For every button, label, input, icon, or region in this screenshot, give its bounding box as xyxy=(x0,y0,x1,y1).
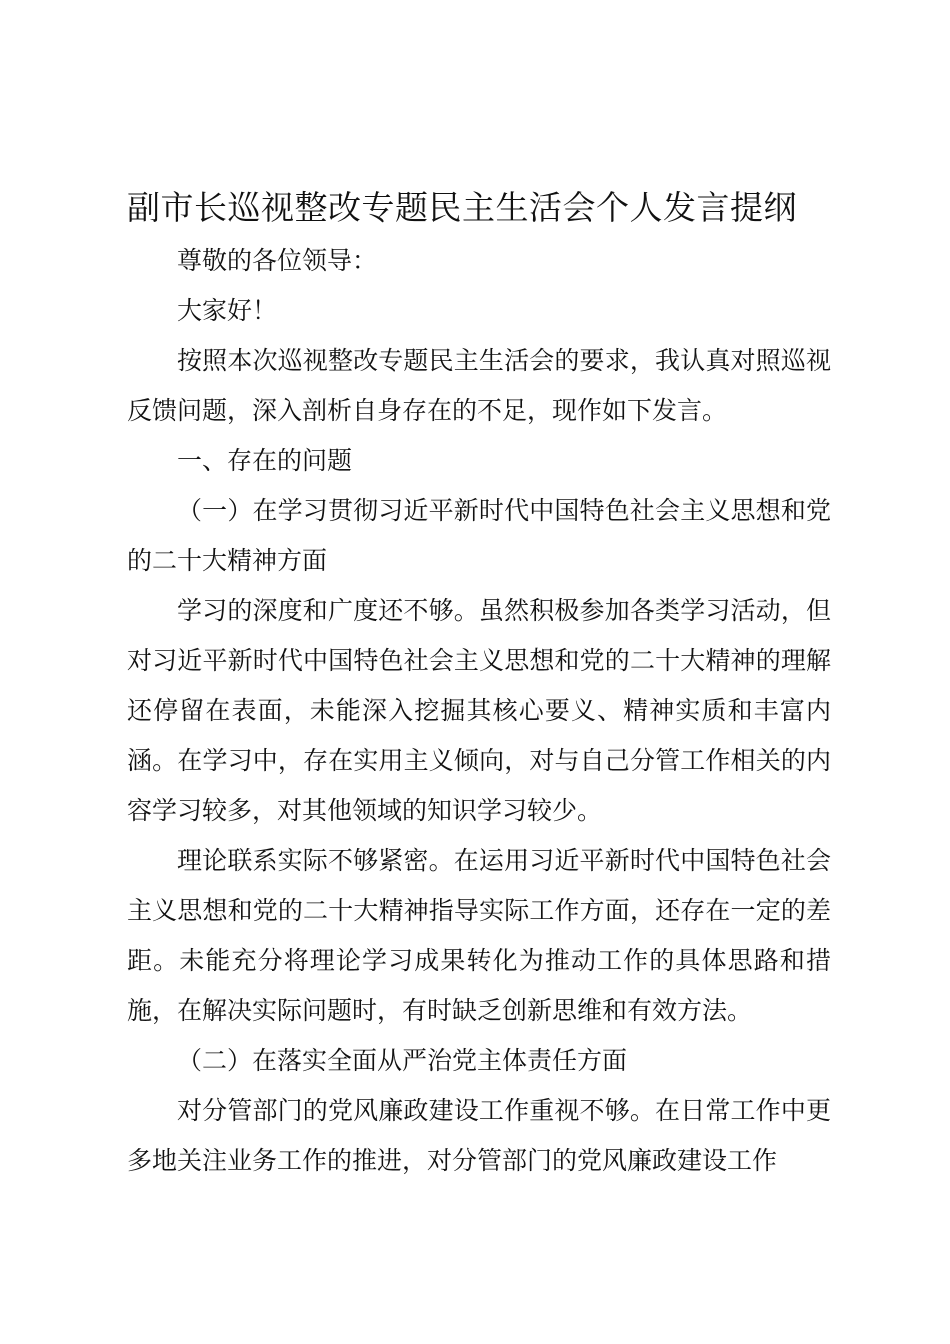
body-paragraph-2: 理论联系实际不够紧密。在运用习近平新时代中国特色社会主义思想和党的二十大精神指导实际工作方面，还存在一定的差距。未能充分将理论学习成果转化为推动工作的具体思路和措施，在解决实际问题时，有时缺乏创新思维和有效方法。 xyxy=(127,846,831,1025)
section-heading-1: 一、存在的问题 xyxy=(177,446,353,475)
intro-paragraph: 按照本次巡视整改专题民主生活会的要求，我认真对照巡视反馈问题，深入剖析自身存在的不足，现作如下发言。 xyxy=(127,346,831,425)
document-body xyxy=(127,180,831,1186)
document-title: 副市长巡视整改专题民主生活会个人发言提纲 xyxy=(127,188,797,227)
greeting: 大家好！ xyxy=(177,296,278,325)
body-paragraph-1: 学习的深度和广度还不够。虽然积极参加各类学习活动，但对习近平新时代中国特色社会主义思想和党的二十大精神的理解还停留在表面，未能深入挖掘其核心要义、精神实质和丰富内涵。在学习中，存在实用主义倾向，对与自己分管工作相关的内容学习较多，对其他领域的知识学习较少。 xyxy=(127,596,831,825)
subsection-heading-2: （二）在落实全面从严治党主体责任方面 xyxy=(177,1046,628,1075)
subsection-heading-1: （一）在学习贯彻习近平新时代中国特色社会主义思想和党的二十大精神方面 xyxy=(127,496,831,575)
body-paragraph-3: 对分管部门的党风廉政建设工作重视不够。在日常工作中更多地关注业务工作的推进，对分管部门的党风廉政建设工作 xyxy=(127,1096,831,1175)
salutation: 尊敬的各位领导： xyxy=(177,246,378,275)
